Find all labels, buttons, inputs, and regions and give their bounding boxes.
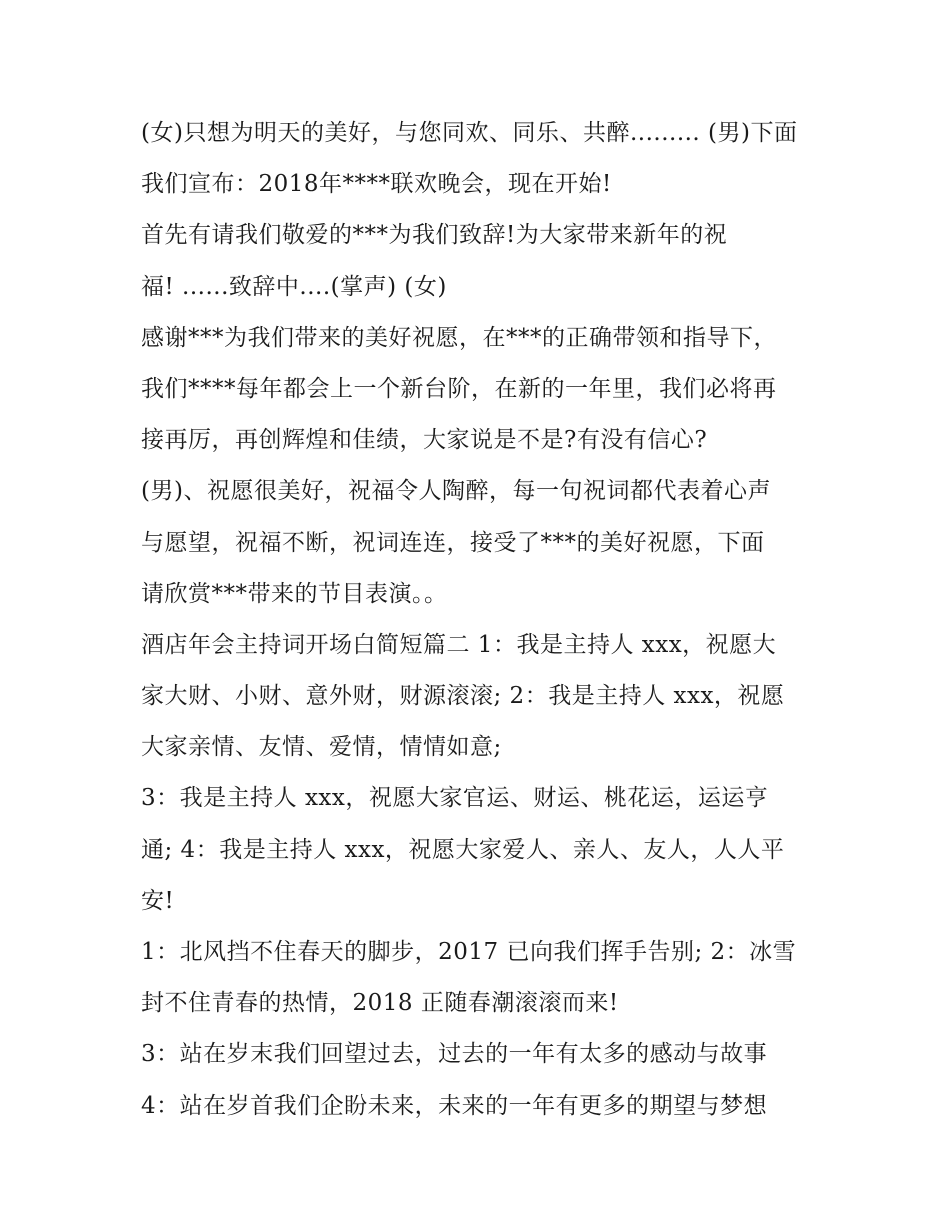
document-body [141,108,821,1132]
text-line: (女)只想为明天的美好，与您同欢、同乐、共醉......... (男)下面 [141,120,798,146]
text-line: 安! [141,887,175,914]
text-line: 首先有请我们敬爱的***为我们致辞!为大家带来新年的祝 [141,222,728,249]
text-line: 3：我是主持人 xxx，祝愿大家官运、财运、桃花运，运运亨 [141,785,769,812]
text-line: 感谢***为我们带来的美好祝愿，在***的正确带领和指导下， [141,324,777,351]
text-line: 4：站在岁首我们企盼未来，未来的一年有更多的期望与梦想 [141,1092,768,1119]
text-line: 1：北风挡不住春天的脚步，2017 已向我们挥手告别; 2：冰雪 [141,939,797,965]
text-line: 通; 4：我是主持人 xxx，祝愿大家爱人、亲人、友人，人人平 [141,836,785,863]
text-line: 我们****每年都会上一个新台阶，在新的一年里，我们必将再 [141,375,777,402]
text-line: 封不住青春的热情，2018 正随春潮滚滚而来! [141,990,619,1017]
text-line: 福! ......致辞中....(掌声) (女) [141,273,447,300]
text-line: 与愿望，祝福不断，祝词连连，接受了***的美好祝愿，下面 [141,529,765,556]
text-line: 家大财、小财、意外财，财源滚滚; 2：我是主持人 xxx，祝愿 [141,683,785,710]
text-line: 大家亲情、友情、爱情，情情如意; [141,734,502,761]
text-line: 酒店年会主持词开场白简短篇二 1：我是主持人 xxx，祝愿大 [141,631,777,658]
text-line: 3：站在岁末我们回望过去，过去的一年有太多的感动与故事 [141,1041,768,1068]
text-line: 我们宣布：2018年****联欢晚会，现在开始! [141,171,612,198]
text-line: 请欣赏***带来的节目表演。。 [141,580,448,607]
text-line: 接再厉，再创辉煌和佳绩，大家说是不是?有没有信心? [141,427,708,454]
text-line: (男)、祝愿很美好，祝福令人陶醉，每一句祝词都代表着心声 [141,478,771,505]
